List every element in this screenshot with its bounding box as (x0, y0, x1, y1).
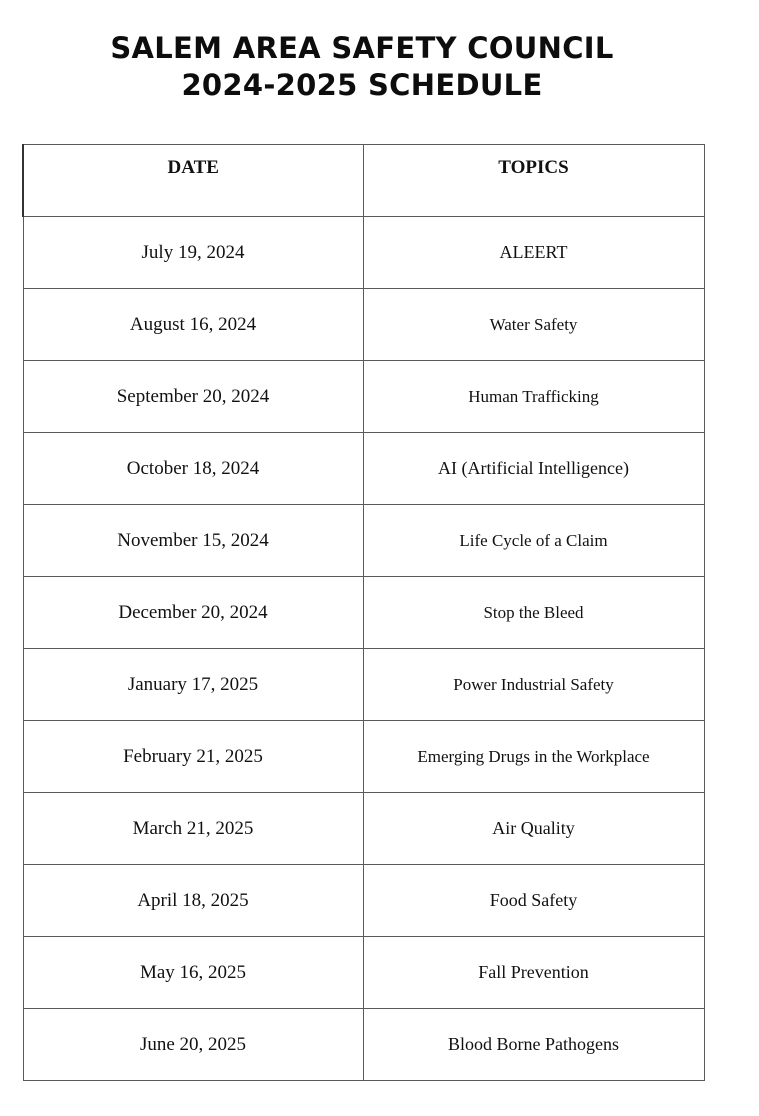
table-row (23, 577, 704, 649)
schedule-table (22, 144, 705, 1081)
date-cell: May 16, 2025 (23, 937, 363, 1009)
topic-cell: Food Safety (363, 865, 704, 937)
date-cell: March 21, 2025 (23, 793, 363, 865)
topic-cell: Life Cycle of a Claim (363, 505, 704, 577)
date-cell: September 20, 2024 (23, 361, 363, 433)
date-column-header: DATE (23, 145, 363, 217)
topics-column-header: TOPICS (363, 145, 704, 217)
topic-cell: Blood Borne Pathogens (363, 1009, 704, 1081)
date-cell: December 20, 2024 (23, 577, 363, 649)
topic-cell: Air Quality (363, 793, 704, 865)
topic-cell: Human Trafficking (363, 361, 704, 433)
date-cell: June 20, 2025 (23, 1009, 363, 1081)
topic-cell: Stop the Bleed (363, 577, 704, 649)
table-row (23, 793, 704, 865)
topic-cell: Water Safety (363, 289, 704, 361)
date-cell: February 21, 2025 (23, 721, 363, 793)
topic-cell: Fall Prevention (363, 937, 704, 1009)
date-cell: October 18, 2024 (23, 433, 363, 505)
table-row (23, 1009, 704, 1081)
header-row (23, 145, 704, 217)
date-cell: November 15, 2024 (23, 505, 363, 577)
topic-cell: Emerging Drugs in the Workplace (363, 721, 704, 793)
table-row (23, 361, 704, 433)
table-row (23, 433, 704, 505)
table-row (23, 937, 704, 1009)
table-row (23, 505, 704, 577)
topic-cell: AI (Artificial Intelligence) (363, 433, 704, 505)
table-row (23, 217, 704, 289)
table-row (23, 865, 704, 937)
table-row (23, 649, 704, 721)
table-row (23, 289, 704, 361)
date-cell: August 16, 2024 (23, 289, 363, 361)
topic-cell: Power Industrial Safety (363, 649, 704, 721)
document-title: SALEM AREA SAFETY COUNCIL (110, 31, 614, 65)
table-row (23, 721, 704, 793)
document-subtitle: 2024-2025 SCHEDULE (181, 68, 543, 102)
date-cell: July 19, 2024 (23, 217, 363, 289)
date-cell: April 18, 2025 (23, 865, 363, 937)
topic-cell: ALEERT (363, 217, 704, 289)
date-cell: January 17, 2025 (23, 649, 363, 721)
